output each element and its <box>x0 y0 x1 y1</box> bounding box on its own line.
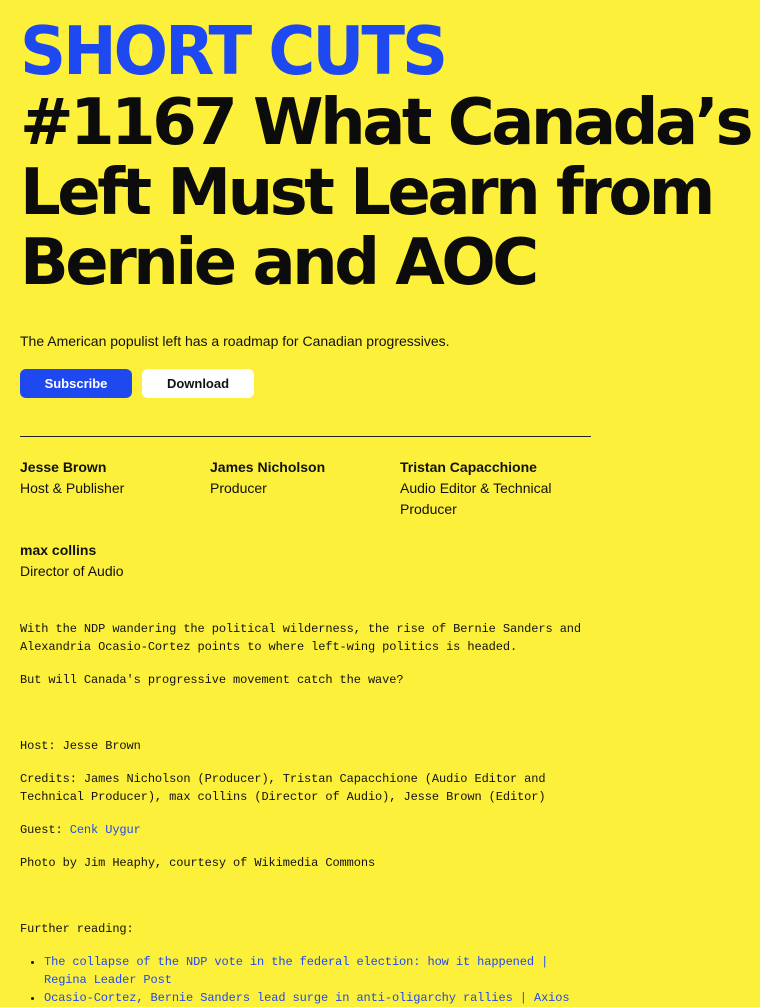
credit-role: Director of Audio <box>20 563 124 579</box>
guest-label: Guest: <box>20 823 70 837</box>
episode-title: #1167 What Canada’s Left Must Learn from Bernie and AOC <box>20 86 751 300</box>
episode-description <box>20 620 590 1007</box>
list-item <box>44 989 590 1007</box>
episode-page <box>20 14 750 1007</box>
credits-grid <box>20 457 750 582</box>
credits-line: Credits: James Nicholson (Producer), Tristan Capacchione (Audio Editor and Technical Producer), max collins (Director of Audio), Jesse Brown (Editor) <box>20 772 546 804</box>
credit-item <box>400 457 590 520</box>
credit-role: Host & Publisher <box>20 480 125 496</box>
download-button[interactable]: Download <box>142 369 254 398</box>
further-reading-heading: Further reading: <box>20 922 134 936</box>
action-buttons <box>20 369 750 398</box>
episode-subtitle: The American populist left has a roadmap for Canadian progressives. <box>20 333 450 349</box>
credit-role: Audio Editor & Technical Producer <box>400 480 552 517</box>
intro-paragraph: With the NDP wandering the political wilderness, the rise of Bernie Sanders and Alexandria Ocasio-Cortez points to where left-wing politics is headed. <box>20 622 581 654</box>
credit-item <box>20 540 210 582</box>
credit-name: James Nicholson <box>210 459 326 475</box>
credit-name: Tristan Capacchione <box>400 459 537 475</box>
credit-item <box>210 457 400 520</box>
guest-line <box>20 821 590 839</box>
credit-name: max collins <box>20 542 97 558</box>
credit-item <box>20 457 210 520</box>
divider <box>20 436 591 437</box>
reading-link[interactable]: The collapse of the NDP vote in the federal election: how it happened | Regina Leader Post <box>44 955 549 987</box>
subscribe-button[interactable]: Subscribe <box>20 369 132 398</box>
guest-link[interactable]: Cenk Uygur <box>69 823 141 837</box>
show-name[interactable]: SHORT CUTS <box>20 12 446 91</box>
list-item <box>44 953 590 989</box>
credit-name: Jesse Brown <box>20 459 107 475</box>
photo-credit: Photo by Jim Heaphy, courtesy of Wikimedia Commons <box>20 856 376 870</box>
host-line: Host: Jesse Brown <box>20 739 141 753</box>
reading-link[interactable]: Ocasio-Cortez, Bernie Sanders lead surge in anti-oligarchy rallies | Axios <box>44 991 570 1005</box>
question-paragraph: But will Canada's progressive movement catch the wave? <box>20 673 404 687</box>
further-reading-list <box>20 953 590 1007</box>
credit-role: Producer <box>210 480 267 496</box>
